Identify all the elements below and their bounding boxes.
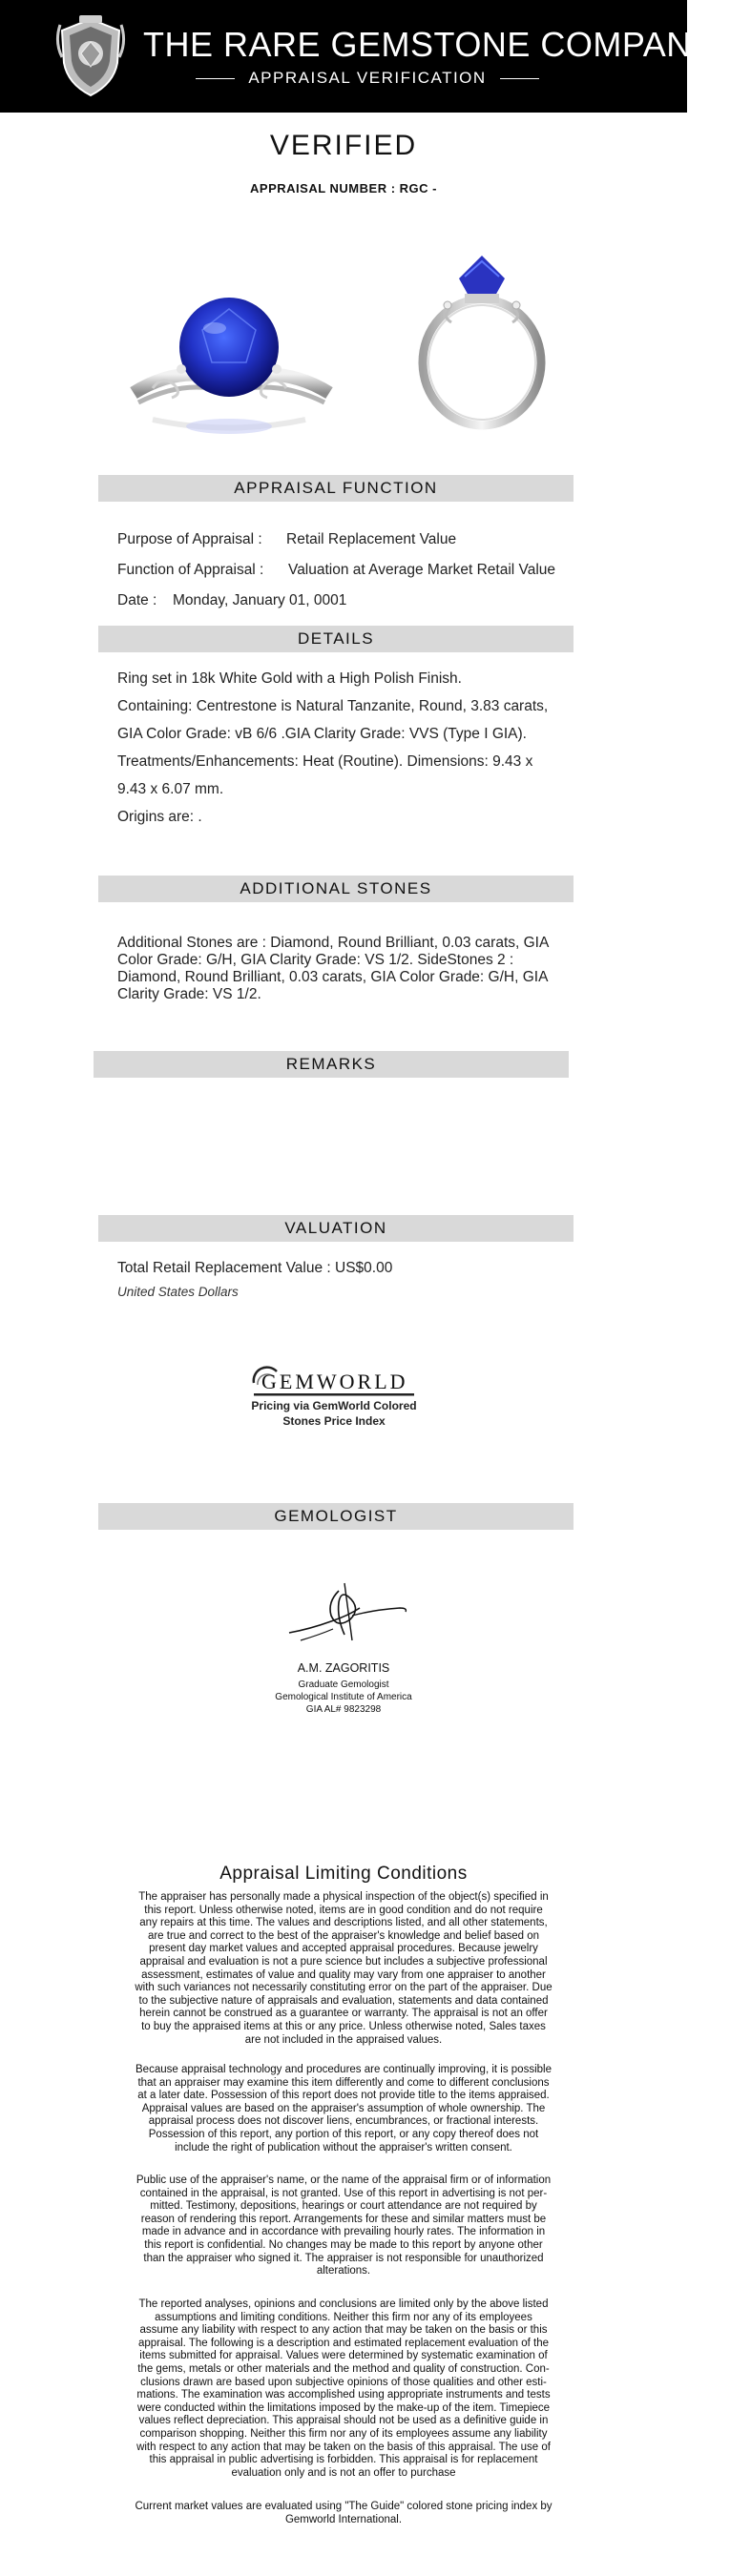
additional-stones-text	[117, 935, 549, 1003]
divider	[500, 78, 539, 79]
limiting-conditions-line: Appraisal values are based on the appraiser's assumption of whole ownership. The	[141, 2102, 546, 2114]
gemworld-caption	[239, 1398, 429, 1429]
purpose-label: Purpose of Appraisal :	[117, 531, 262, 547]
limiting-conditions-line: items submitted for appraisal. Values were determined by systematic examination of	[139, 2350, 548, 2362]
limiting-conditions-line: are true and correct to the best of the appraiser's knowledge and belief based on	[147, 1929, 540, 1942]
date-label: Date :	[117, 592, 157, 608]
details-text	[117, 665, 548, 831]
limiting-conditions-line: assessment, estimates of value and quality may vary from one appraiser to another	[141, 1968, 546, 1981]
limiting-conditions-line: Gemworld International.	[284, 2513, 403, 2525]
limiting-conditions-line: assume any liability with respect to any action that may be taken on the basis or this	[139, 2324, 548, 2337]
gemworld-logo	[248, 1362, 420, 1398]
details-line: Ring set in 18k White Gold with a High Polish Finish.	[117, 670, 462, 687]
limiting-conditions-line: Public use of the appraiser's name, or the name of the appraisal firm or of information	[136, 2174, 552, 2186]
limiting-conditions-line: than the appraiser who signed it. The appraiser is not responsible for unauthorized	[143, 2252, 544, 2264]
header-banner	[0, 0, 730, 113]
stones-line: Color Grade: G/H, GIA Clarity Grade: VS 1/2. SideStones 2 :	[117, 952, 514, 968]
limiting-conditions-paragraph	[100, 2174, 587, 2278]
gemworld-caption-line: Pricing via GemWorld Colored	[251, 1399, 417, 1412]
limiting-conditions-title: Appraisal Limiting Conditions	[219, 1864, 468, 1884]
limiting-conditions-paragraph	[100, 2501, 587, 2526]
limiting-conditions-paragraph	[100, 2064, 587, 2154]
gemologist-title: Graduate Gemologist	[298, 1680, 389, 1690]
divider	[196, 78, 235, 79]
details-line: Containing: Centrestone is Natural Tanzanite, Round, 3.83 carats,	[117, 698, 549, 714]
limiting-conditions-line: made in advance and in accordance with prevailing hourly rates. The information in	[141, 2226, 546, 2238]
limiting-conditions-line: with respect to any action that may be taken on the basis of this appraisal. The use of	[136, 2441, 551, 2453]
limiting-conditions-line: were conducted within the limitations imposed by the make-up of the item. Timepiece	[136, 2401, 551, 2414]
limiting-conditions-line: herein cannot be construed as a guarantee or warranty. The appraisal is not an offer	[139, 2008, 548, 2020]
limiting-conditions-line: evaluation only and is not an offer to purchase	[231, 2466, 456, 2479]
limiting-conditions-line: present day market values and accepted appraisal procedures. Because jewelry	[149, 1943, 538, 1955]
gemologist-signature	[282, 1574, 415, 1650]
limiting-conditions-line: The reported analyses, opinions and conclusions are limited only by the above listed	[138, 2298, 549, 2310]
limiting-conditions-line: The appraiser has personally made a physical inspection of the object(s) specified in	[138, 1891, 549, 1903]
limiting-conditions-line: assumptions and limiting conditions. Neither this firm nor any of its employees	[155, 2311, 532, 2323]
appraisal-number: APPRAISAL NUMBER : RGC -	[250, 181, 437, 196]
crest-logo-icon	[52, 13, 129, 99]
limiting-conditions-line: Current market values are evaluated using "The Guide" colored stone pricing index by	[135, 2501, 553, 2512]
limiting-conditions-line: alterations.	[316, 2265, 371, 2277]
verified-status: VERIFIED	[269, 130, 418, 161]
limiting-conditions-line: with such variances not necessarily constituting error on the part of the appraiser. Due	[135, 1982, 553, 1994]
limiting-conditions-line: values reflect depreciation. This appraisal should not be used as a definitive guide in	[138, 2415, 549, 2427]
details-line: Origins are: .	[117, 809, 202, 825]
limiting-conditions-line: comparison shopping. Neither this firm nor any of its employees assume any liability	[139, 2427, 548, 2440]
limiting-conditions-paragraph	[100, 1891, 587, 2047]
additional-stones-heading: ADDITIONAL STONES	[98, 876, 574, 902]
gemworld-caption-line: Stones Price Index	[282, 1414, 386, 1428]
currency-note: United States Dollars	[117, 1285, 239, 1299]
limiting-conditions-line: that an appraiser may examine this item differently and come to different conclusions	[137, 2076, 550, 2089]
limiting-conditions-line: appraisal. The following is a description and estimated replacement evaluation of the	[137, 2337, 549, 2349]
limiting-conditions-line: at a later date. Possession of this report does not provide title to the items appraised.	[137, 2090, 550, 2102]
total-value: Total Retail Replacement Value : US$0.00	[117, 1260, 393, 1276]
valuation-heading: VALUATION	[98, 1215, 574, 1242]
gia-number: GIA AL# 9823298	[305, 1704, 382, 1715]
limiting-conditions-line: this report. Unless otherwise noted, items are in good condition and do not require	[144, 1904, 543, 1916]
ring-side-photo	[386, 250, 577, 441]
stones-line: Diamond, Round Brilliant, 0.03 carats, GIA Color Grade: G/H, GIA	[117, 969, 549, 985]
gemworld-logo-text: GEMWORLD	[261, 1370, 408, 1393]
limiting-conditions-line: this report is confidential. No changes may be made to this report by anyone other	[144, 2238, 543, 2251]
limiting-conditions-paragraph	[100, 2298, 587, 2480]
appraisal-function-heading: APPRAISAL FUNCTION	[98, 475, 574, 502]
subtitle-row	[196, 67, 539, 90]
function-value: Valuation at Average Market Retail Value	[288, 562, 556, 578]
limiting-conditions-line: mitted. Testimony, depositions, hearings or court attendance are not required by	[150, 2200, 537, 2213]
details-line: 9.43 x 6.07 mm.	[117, 781, 224, 797]
function-label: Function of Appraisal :	[117, 562, 264, 578]
limiting-conditions-line: contained in the appraisal, is not granted. Use of this report in advertising is not per-	[139, 2187, 548, 2199]
details-line: Treatments/Enhancements: Heat (Routine). Dimensions: 9.43 x	[117, 753, 533, 770]
limiting-conditions-line: clusions drawn are based upon subjective opinions of those qualities and other esti-	[140, 2376, 547, 2388]
gemologist-institute: Gemological Institute of America	[275, 1692, 412, 1702]
limiting-conditions-line: appraisal and evaluation is not a pure science but includes a subjective professional	[139, 1955, 548, 1968]
limiting-conditions-line: to buy the appraised items at this or any price. Unless otherwise noted, Sales taxes	[141, 2020, 546, 2032]
subtitle: APPRAISAL VERIFICATION	[248, 69, 487, 87]
limiting-conditions-line: appraisal process does not discover liens, encumbrances, or fractional interests.	[148, 2115, 539, 2128]
limiting-conditions-line: mations. The examination was accomplished using appropriate instruments and tests	[136, 2389, 551, 2401]
purpose-value: Retail Replacement Value	[286, 531, 457, 547]
limiting-conditions-line: this appraisal in public advertising is forbidden. This appraisal is for replacement	[149, 2454, 538, 2466]
details-line: GIA Color Grade: vB 6/6 .GIA Clarity Grade: VVS (Type I GIA).	[117, 726, 527, 742]
limiting-conditions-line: Possession of this report, any portion of this report, or any copy thereof does not	[148, 2128, 539, 2140]
limiting-conditions-line: any repairs at this time. The values and descriptions listed, and all other statements,	[139, 1917, 548, 1929]
date-value: Monday, January 01, 0001	[173, 592, 347, 608]
limiting-conditions-line: reason of rendering this report. Arrangements for these and similar matters must be	[140, 2213, 547, 2225]
limiting-conditions-line: are not included in the appraised values.	[244, 2033, 443, 2046]
limiting-conditions-line: Because appraisal technology and procedures are continually improving, it is possible	[136, 2064, 552, 2075]
stones-line: Additional Stones are : Diamond, Round Brilliant, 0.03 carats, GIA	[117, 935, 550, 951]
ring-front-photo	[115, 250, 344, 441]
limiting-conditions-line: to the subjective nature of appraisals and evaluation, statements and data contained	[138, 1994, 549, 2007]
limiting-conditions-line: include the right of publication without the appraiser's written consent.	[175, 2141, 512, 2154]
gemologist-heading: GEMOLOGIST	[98, 1503, 574, 1530]
company-name: THE RARE GEMSTONE COMPANY ™	[143, 25, 730, 64]
gemologist-name: A.M. ZAGORITIS	[297, 1661, 390, 1675]
remarks-heading: REMARKS	[94, 1051, 569, 1078]
details-heading: DETAILS	[98, 626, 574, 652]
stones-line: Clarity Grade: VS 1/2.	[117, 986, 261, 1002]
limiting-conditions-line: the gems, metals or other materials and the method and quality of construction. Con-	[137, 2362, 550, 2375]
